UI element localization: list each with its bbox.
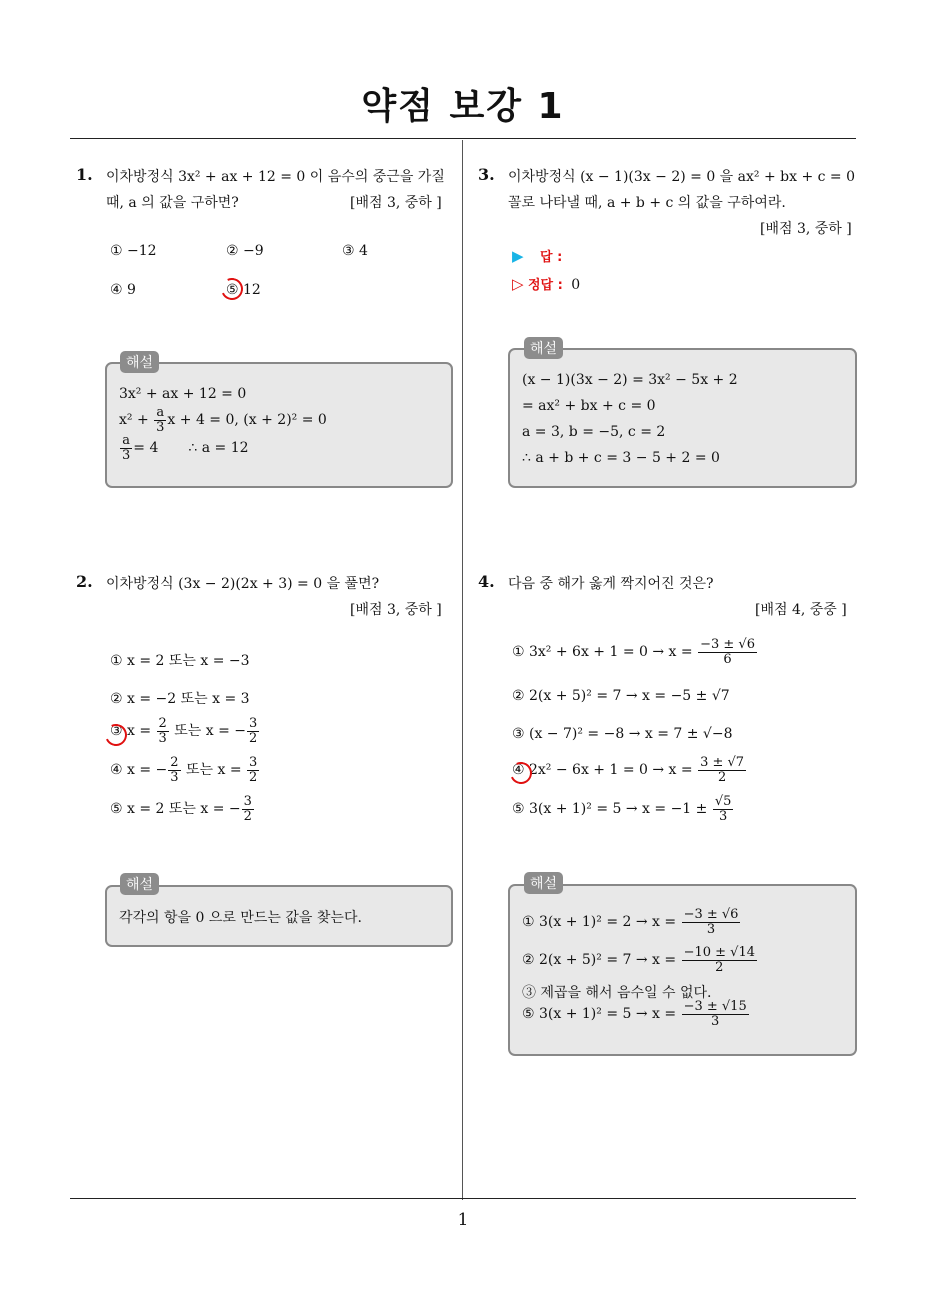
- q2-exp-line1: 각각의 항을 0 으로 만드는 값을 찾는다.: [119, 910, 362, 926]
- page-title: 약점 보강 1: [361, 86, 565, 127]
- q2-choice-1[interactable]: ① x = 2 또는 x = −3: [110, 653, 250, 669]
- q3-explanation-tag: 해설: [524, 337, 563, 359]
- q4-choice-5[interactable]: ⑤ 3(x + 1)² = 5 → x = −1 ± $\frac{√5}{3}$: [512, 794, 732, 824]
- q3-exp-line4: ∴ a + b + c = 3 − 5 + 2 = 0: [522, 450, 720, 466]
- q1-meta: [배점 3, 중하 ]: [350, 195, 442, 211]
- q3-text-line1: 이차방정식 (x − 1)(3x − 2) = 0 을 ax² + bx + c = 0: [508, 169, 856, 185]
- q4-number: 4.: [478, 572, 495, 591]
- q4-choice-4[interactable]: ④ 2x² − 6x + 1 = 0 → x = $\frac{3 \pm √7}{2}$: [512, 755, 745, 785]
- q4-text-line1: 다음 중 해가 옳게 짝지어진 것은?: [508, 576, 714, 592]
- q4-exp-line3: ③ 제곱을 해서 음수일 수 없다.: [522, 985, 712, 1001]
- q3-meta: [배점 3, 중하 ]: [760, 221, 852, 237]
- q1-exp-line2-b: x + 4 = 0, (x + 2)² = 0: [167, 412, 327, 429]
- q3-answer-label: 답 :: [540, 250, 563, 265]
- q1-exp-line1: 3x² + ax + 12 = 0: [119, 386, 247, 402]
- q3-number: 3.: [478, 165, 495, 184]
- q1-exp-line2: [119, 406, 327, 434]
- q4-choice-2[interactable]: ② 2(x + 5)² = 7 → x = −5 ± √7: [512, 688, 730, 704]
- q1-exp-line3-a: = 4: [133, 440, 159, 457]
- q1-choice-4[interactable]: ④ 9: [110, 282, 136, 298]
- q1-exp-frac: $\frac{a}{3}$: [156, 405, 165, 435]
- q3-text-line2: 꼴로 나타낼 때, a + b + c 의 값을 구하여라.: [508, 195, 786, 211]
- q1-explanation-box: [105, 362, 453, 488]
- q4-choice-3[interactable]: ③ (x − 7)² = −8 → x = 7 ± √−8: [512, 726, 733, 742]
- q2-text-line1: 이차방정식 (3x − 2)(2x + 3) = 0 을 풀면?: [106, 576, 380, 592]
- column-divider: [462, 140, 463, 1200]
- q3-correct-label: 정답 :: [528, 278, 563, 293]
- q3-exp-line2: = ax² + bx + c = 0: [522, 398, 656, 414]
- q3-exp-line1: (x − 1)(3x − 2) = 3x² − 5x + 2: [522, 372, 738, 388]
- q3-correct-row: [512, 274, 580, 293]
- play-triangle-icon: ▶: [512, 247, 524, 265]
- q1-exp-frac2: $\frac{a}{3}$: [122, 433, 131, 463]
- q1-exp-line3: [119, 434, 249, 462]
- q4-meta: [배점 4, 중중 ]: [755, 602, 847, 618]
- q2-number: 2.: [76, 572, 93, 591]
- q2-choice-4[interactable]: ④ x = − $\frac{2}{3}$ 또는 x = $\frac{3}{2}$: [110, 755, 258, 785]
- q1-text-line1: 이차방정식 3x² + ax + 12 = 0 이 음수의 중근을 가질: [106, 169, 445, 185]
- q1-text-line2: 때, a 의 값을 구하면?: [106, 195, 239, 211]
- q1-answer-mark-icon: [218, 275, 246, 303]
- q1-number: 1.: [76, 165, 93, 184]
- q4-explanation-tag: 해설: [524, 872, 563, 894]
- outline-triangle-icon: ▷: [512, 275, 524, 293]
- q1-choice-2[interactable]: ② −9: [226, 243, 264, 259]
- q4-explanation-box: [508, 884, 857, 1056]
- q1-exp-line3-b: ∴ a = 12: [188, 440, 249, 457]
- q3-correct-value: 0: [571, 277, 581, 293]
- q2-choice-3[interactable]: ③ x = $\frac{2}{3}$ 또는 x = − $\frac{3}{2}$: [110, 716, 258, 746]
- q3-explanation-box: [508, 348, 857, 488]
- page-number: 1: [457, 1210, 469, 1230]
- q1-explanation-tag: 해설: [120, 351, 159, 373]
- top-rule: [70, 138, 856, 139]
- bottom-rule: [70, 1198, 856, 1199]
- q3-exp-line3: a = 3, b = −5, c = 2: [522, 424, 666, 440]
- q2-choice-5[interactable]: ⑤ x = 2 또는 x = − $\frac{3}{2}$: [110, 794, 252, 824]
- q2-choice-2[interactable]: ② x = −2 또는 x = 3: [110, 691, 250, 707]
- q3-answer-row[interactable]: [512, 246, 562, 265]
- q1-choice-3[interactable]: ③ 4: [342, 243, 368, 259]
- q4-exp-line2: ② 2(x + 5)² = 7 → x = $\frac{-10 \pm √14}{2}$: [522, 945, 755, 975]
- q4-choice-1[interactable]: ① 3x² + 6x + 1 = 0 → x = $\frac{-3 \pm √6}{6}$: [512, 637, 755, 667]
- q2-meta: [배점 3, 중하 ]: [350, 602, 442, 618]
- q1-choice-1[interactable]: ① −12: [110, 243, 157, 259]
- q2-explanation-box: [105, 885, 453, 947]
- q2-explanation-tag: 해설: [120, 873, 159, 895]
- q1-choice-5[interactable]: ⑤ 12: [226, 282, 261, 298]
- q4-exp-line1: ① 3(x + 1)² = 2 → x = $\frac{-3 \pm √6}{3}$: [522, 907, 739, 937]
- q1-exp-line2-a: x² +: [119, 412, 154, 429]
- q4-exp-line4: ⑤ 3(x + 1)² = 5 → x = $\frac{-3 \pm √15}{3}$: [522, 999, 747, 1029]
